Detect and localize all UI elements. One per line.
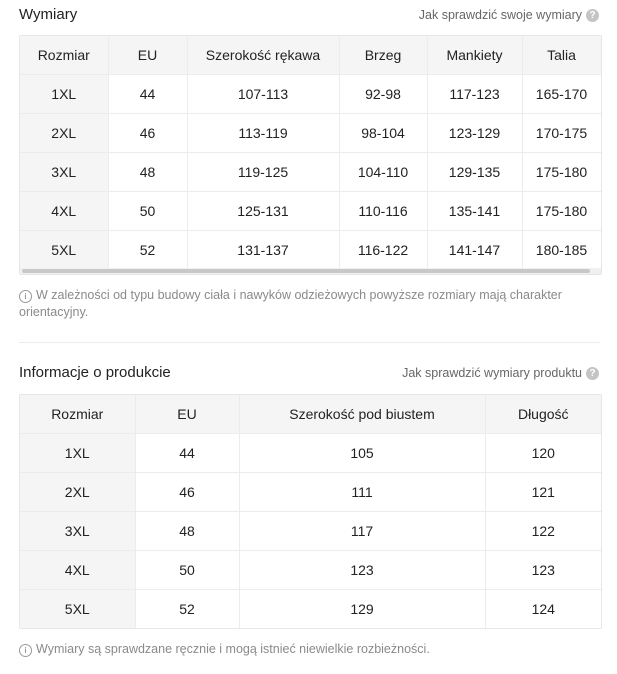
table-cell: 165-170: [522, 75, 601, 114]
table-cell: 120: [485, 434, 601, 473]
table-row: [20, 434, 601, 473]
size-cell: 2XL: [20, 114, 108, 153]
col-header: Szerokość rękawa: [187, 36, 339, 75]
table-cell: 125-131: [187, 192, 339, 231]
size-cell: 1XL: [20, 75, 108, 114]
table-cell: 123-129: [427, 114, 522, 153]
table-cell: 50: [135, 551, 239, 590]
info-circle-icon: i: [19, 644, 32, 657]
how-to-measure-product-link[interactable]: [402, 361, 599, 385]
table-row: [20, 551, 601, 590]
product-note: [19, 641, 579, 658]
table-cell: 110-116: [339, 192, 427, 231]
table-cell: 107-113: [187, 75, 339, 114]
measurements-header-row: [20, 36, 601, 75]
table-cell: 46: [135, 473, 239, 512]
measurements-note: [19, 287, 579, 321]
table-cell: 52: [135, 590, 239, 629]
size-cell: 5XL: [20, 231, 108, 270]
table-cell: 113-119: [187, 114, 339, 153]
question-circle-icon: ?: [586, 9, 599, 22]
size-cell: 1XL: [20, 434, 135, 473]
measurements-table: [20, 36, 602, 269]
size-cell: 3XL: [20, 153, 108, 192]
size-cell: 4XL: [20, 551, 135, 590]
size-cell: 3XL: [20, 512, 135, 551]
size-cell: 4XL: [20, 192, 108, 231]
measurements-note-text: W zależności od typu budowy ciała i nawyków odzieżowych powyższe rozmiary mają charakter orientacyjny.: [19, 288, 562, 319]
table-cell: 175-180: [522, 153, 601, 192]
table-cell: 141-147: [427, 231, 522, 270]
how-to-measure-label: Jak sprawdzić swoje wymiary: [418, 8, 582, 22]
product-title: Informacje o produkcie: [19, 364, 171, 381]
table-row: [20, 75, 601, 114]
table-cell: 119-125: [187, 153, 339, 192]
col-header: EU: [108, 36, 187, 75]
col-header: Brzeg: [339, 36, 427, 75]
col-header: Rozmiar: [20, 395, 135, 434]
table-row: [20, 192, 601, 231]
table-cell: 117-123: [427, 75, 522, 114]
table-cell: 129: [239, 590, 485, 629]
table-cell: 180-185: [522, 231, 601, 270]
col-header: Mankiety: [427, 36, 522, 75]
table-row: [20, 590, 601, 629]
size-cell: 2XL: [20, 473, 135, 512]
product-table-container: [19, 394, 602, 629]
table-cell: 44: [135, 434, 239, 473]
table-cell: 117: [239, 512, 485, 551]
product-table: [20, 395, 601, 628]
section-divider: [19, 342, 600, 343]
table-cell: 52: [108, 231, 187, 270]
table-row: [20, 153, 601, 192]
table-cell: 46: [108, 114, 187, 153]
table-cell: 131-137: [187, 231, 339, 270]
table-cell: 123: [239, 551, 485, 590]
product-header: [19, 361, 599, 385]
table-row: [20, 114, 601, 153]
col-header: Rozmiar: [20, 36, 108, 75]
col-header: Talia: [522, 36, 601, 75]
table-cell: 124: [485, 590, 601, 629]
measurements-table-container[interactable]: [19, 35, 602, 275]
table-cell: 104-110: [339, 153, 427, 192]
table-cell: 111: [239, 473, 485, 512]
table-cell: 92-98: [339, 75, 427, 114]
table-cell: 44: [108, 75, 187, 114]
table-cell: 98-104: [339, 114, 427, 153]
table-cell: 121: [485, 473, 601, 512]
table-cell: 123: [485, 551, 601, 590]
table-row: [20, 512, 601, 551]
table-cell: 50: [108, 192, 187, 231]
table-cell: 105: [239, 434, 485, 473]
table-cell: 170-175: [522, 114, 601, 153]
info-circle-icon: i: [19, 290, 32, 303]
product-header-row: [20, 395, 601, 434]
table-row: [20, 231, 601, 270]
size-cell: 5XL: [20, 590, 135, 629]
measurements-header: [19, 3, 599, 27]
table-cell: 48: [135, 512, 239, 551]
table-cell: 175-180: [522, 192, 601, 231]
how-to-measure-product-label: Jak sprawdzić wymiary produktu: [402, 366, 582, 380]
table-cell: 129-135: [427, 153, 522, 192]
product-note-text: Wymiary są sprawdzane ręcznie i mogą istnieć niewielkie rozbieżności.: [36, 642, 430, 656]
col-header: Szerokość pod biustem: [239, 395, 485, 434]
horizontal-scrollbar[interactable]: [20, 268, 601, 274]
col-header: Długość: [485, 395, 601, 434]
table-cell: 116-122: [339, 231, 427, 270]
table-row: [20, 473, 601, 512]
scrollbar-thumb[interactable]: [22, 269, 590, 273]
table-cell: 122: [485, 512, 601, 551]
how-to-measure-link[interactable]: [419, 3, 599, 27]
measurements-title: Wymiary: [19, 6, 78, 23]
col-header: EU: [135, 395, 239, 434]
table-cell: 135-141: [427, 192, 522, 231]
table-cell: 48: [108, 153, 187, 192]
question-circle-icon: ?: [586, 367, 599, 380]
